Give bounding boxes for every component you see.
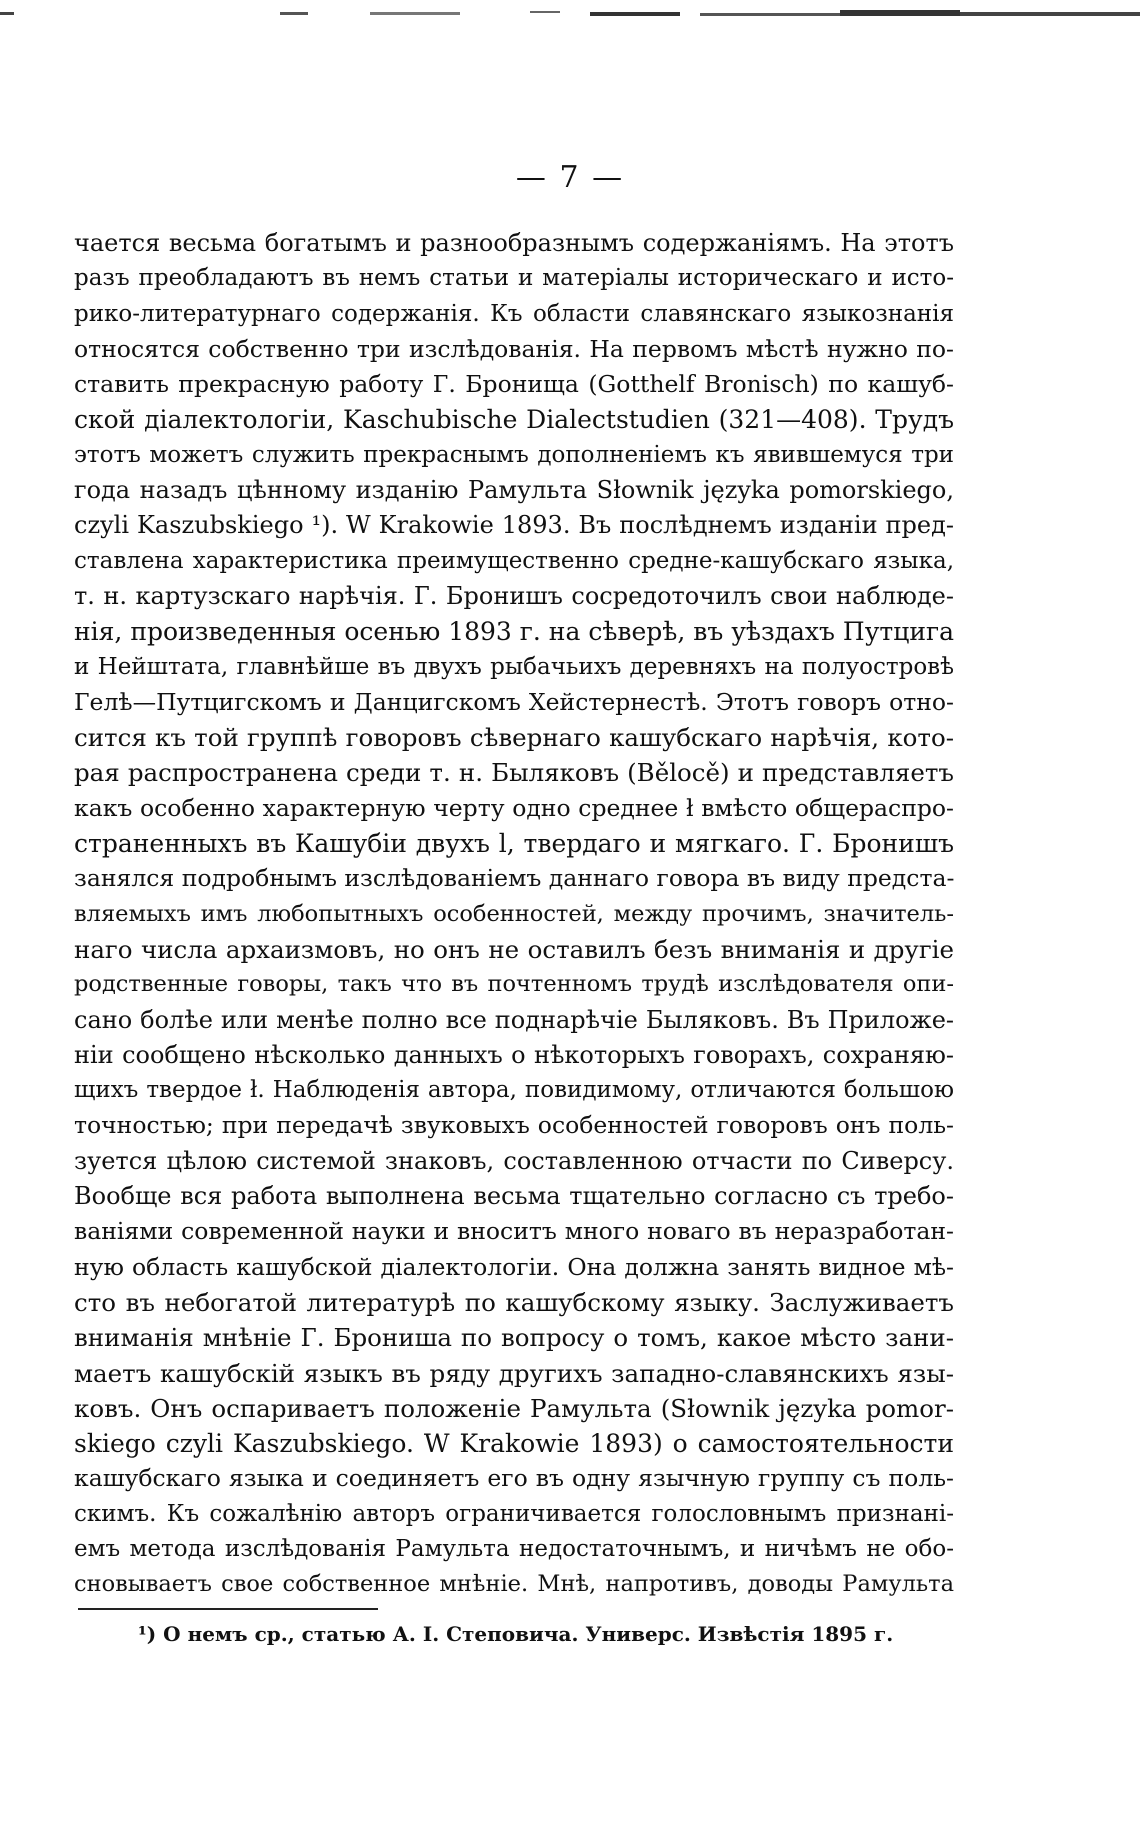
- page-number: — 7 —: [515, 160, 625, 195]
- text-line: этотъ можетъ служить прекраснымъ дополненіемъ къ явившемуся три: [74, 441, 954, 468]
- footnote: ¹) О немъ ср., статью А. І. Степовича. Универс. Извѣстія 1895 г.: [138, 1622, 894, 1646]
- text-line: вляемыхъ имъ любопытныхъ особенностей, между прочимъ, значитель-: [74, 900, 954, 927]
- text-line: ставить прекрасную работу Г. Бронища (Gotthelf Bronisch) по кашуб-: [74, 370, 954, 399]
- text-line: относятся собственно три изслѣдованія. На первомъ мѣстѣ нужно по-: [74, 334, 954, 363]
- text-line: сновываетъ свое собственное мнѣніе. Мнѣ, напротивъ, доводы Рамульта: [74, 1571, 954, 1598]
- text-line: Вообще вся работа выполнена весьма тщательно согласно съ требо-: [74, 1182, 954, 1211]
- text-line: ской діалектологіи, Kaschubische Dialectstudien (321—408). Трудъ: [74, 405, 954, 435]
- text-line: точностью; при передачѣ звуковыхъ особенностей говоровъ онъ поль-: [74, 1111, 954, 1140]
- text-line: сто въ небогатой литературѣ по кашубскому языку. Заслуживаетъ: [74, 1287, 954, 1317]
- text-line: сится къ той группѣ говоровъ сѣвернаго кашубскаго нарѣчія, кото-: [74, 723, 954, 753]
- text-line: наго числа архаизмовъ, но онъ не оставилъ безъ вниманія и другіе: [74, 934, 954, 964]
- text-line: Гелѣ—Путцигскомъ и Данцигскомъ Хейстернестѣ. Этотъ говоръ отно-: [74, 687, 954, 716]
- text-line: сано болѣе или менѣе полно все поднарѣчіе Быляковъ. Въ Приложе-: [74, 1005, 954, 1034]
- text-line: нія, произведенныя осенью 1893 г. на сѣверѣ, въ уѣздахъ Путцига: [74, 617, 954, 647]
- text-line: емъ метода изслѣдованія Рамульта недостаточнымъ, и ничѣмъ не обо-: [74, 1535, 954, 1562]
- text-line: скимъ. Къ сожалѣнію авторъ ограничивается голословнымъ признані-: [74, 1500, 954, 1527]
- text-line: ваніями современной науки и вноситъ много новаго въ неразработан-: [74, 1217, 954, 1246]
- text-line: чается весьма богатымъ и разнообразнымъ содержаніямъ. На этотъ: [74, 229, 954, 257]
- scan-edge-artifacts: [0, 0, 1140, 30]
- text-line: щихъ твердое ł. Наблюденія автора, повидимому, отличаются большою: [74, 1077, 954, 1104]
- text-line: т. н. картузскаго нарѣчія. Г. Бронишъ сосредоточилъ свои наблюде-: [74, 581, 954, 610]
- text-line: рая распространена среди т. н. Быляковъ (Bělocě) и представляетъ: [74, 758, 954, 788]
- text-line: родственные говоры, такъ что въ почтенномъ трудѣ изслѣдователя опи-: [74, 971, 954, 998]
- text-line: ную область кашубской діалектологіи. Она должна занять видное мѣ-: [74, 1252, 954, 1281]
- text-line: ковъ. Онъ оспариваетъ положеніе Рамульта (Słownik języka pomor-: [74, 1393, 954, 1423]
- text-line: ставлена характеристика преимущественно средне-кашубскаго языка,: [74, 547, 954, 574]
- text-line: вниманія мнѣніе Г. Брониша по вопросу о томъ, какое мѣсто зани-: [74, 1323, 954, 1353]
- text-line: czyli Kaszubskiego ¹). W Krakowie 1893. Въ послѣднемъ изданіи пред-: [74, 511, 954, 540]
- text-line: кашубскаго языка и соединяетъ его въ одну язычную группу съ поль-: [74, 1464, 954, 1493]
- text-line: ніи сообщено нѣсколько данныхъ о нѣкоторыхъ говорахъ, сохраняю-: [74, 1040, 954, 1069]
- text-line: и Нейштата, главнѣйше въ двухъ рыбачьихъ деревняхъ на полуостровѣ: [74, 653, 954, 680]
- text-line: года назадъ цѣнному изданію Рамульта Słownik języka pomorskiego,: [74, 476, 954, 505]
- text-line: skiego czyli Kaszubskiego. W Krakowie 1893) о самостоятельности: [74, 1429, 954, 1459]
- text-line: зуется цѣлою системой знаковъ, составленною отчасти по Сиверсу.: [74, 1146, 954, 1175]
- text-line: маетъ кашубскій языкъ въ ряду другихъ западно-славянскихъ язы-: [74, 1358, 954, 1388]
- text-line: какъ особенно характерную черту одно среднее ł вмѣсто общераспро-: [74, 793, 954, 822]
- footnote-rule: [78, 1608, 378, 1610]
- text-line: рико-литературнаго содержанія. Къ области славянскаго языкознанія: [74, 300, 954, 327]
- body-text: [74, 226, 954, 1603]
- text-line: занялся подробнымъ изслѣдованіемъ даннаго говора въ виду предста-: [74, 864, 954, 893]
- text-line: страненныхъ въ Кашубіи двухъ l, твердаго и мягкаго. Г. Бронишъ: [74, 829, 954, 859]
- text-line: разъ преобладаютъ въ немъ статьи и матеріалы историческаго и исто-: [74, 265, 954, 292]
